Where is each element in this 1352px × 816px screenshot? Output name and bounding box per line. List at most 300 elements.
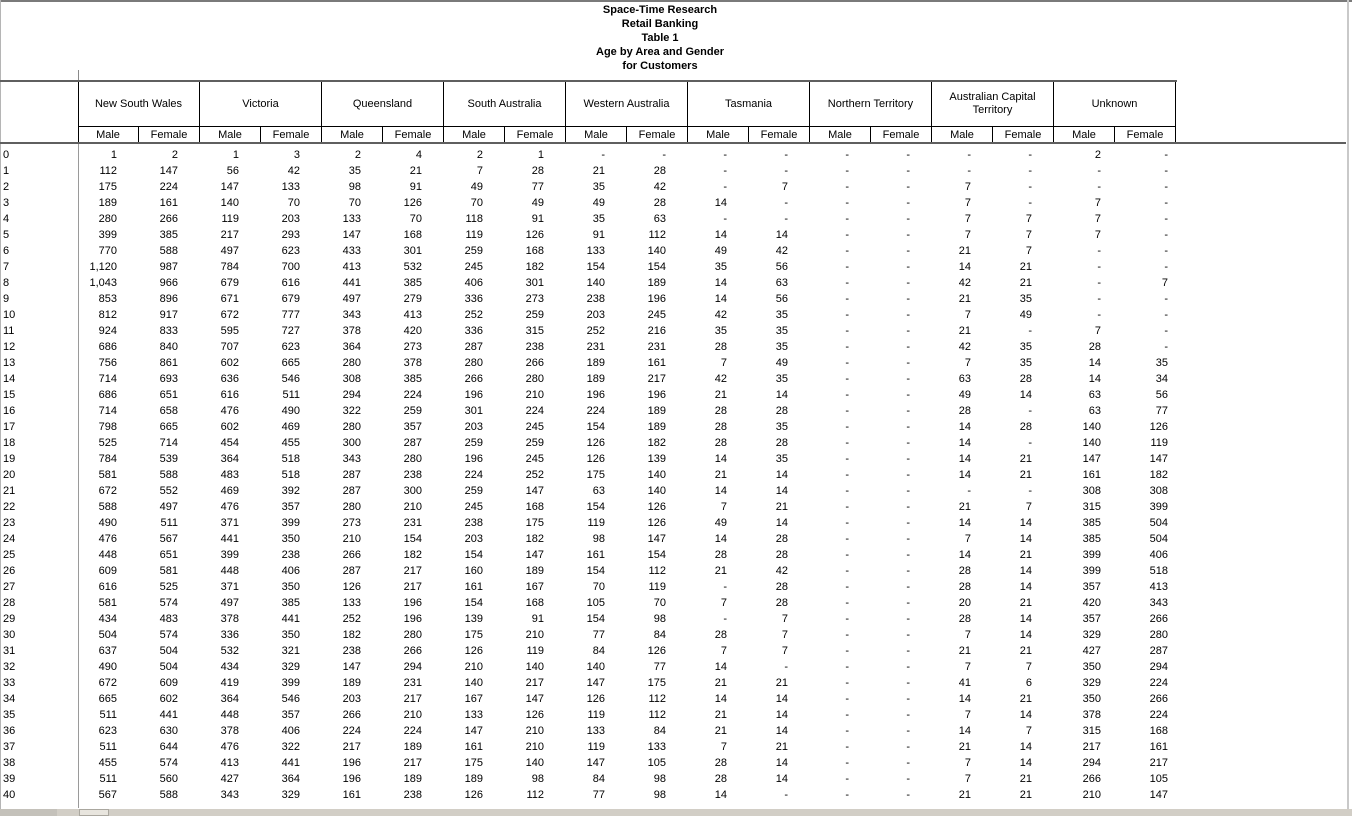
table-cell: 182 xyxy=(525,533,544,545)
table-cell: - xyxy=(906,469,910,481)
table-cell: 343 xyxy=(220,789,239,801)
table-cell: 28 xyxy=(958,405,971,417)
table-cell: 21 xyxy=(958,325,971,337)
table-cell: 266 xyxy=(525,357,544,369)
table-cell: - xyxy=(906,149,910,161)
table-cell: 315 xyxy=(1082,501,1101,513)
table-cell: - xyxy=(906,741,910,753)
table-cell: 7 xyxy=(964,661,971,673)
table-cell: 245 xyxy=(525,421,544,433)
age-label: 14 xyxy=(3,373,16,385)
table-cell: 833 xyxy=(159,325,178,337)
table-cell: 518 xyxy=(1149,565,1168,577)
table-cell: - xyxy=(723,213,727,225)
table-cell: 433 xyxy=(342,245,361,257)
table-cell: 238 xyxy=(281,549,300,561)
table-cell: 364 xyxy=(220,693,239,705)
table-cell: 497 xyxy=(159,501,178,513)
table-cell: 14 xyxy=(958,517,971,529)
table-cell: 14 xyxy=(714,277,727,289)
table-cell: - xyxy=(906,357,910,369)
table-cell: - xyxy=(1028,405,1032,417)
table-cell: 161 xyxy=(1082,469,1101,481)
table-cell: - xyxy=(906,389,910,401)
table-cell: 7 xyxy=(720,645,727,657)
table-cell: 357 xyxy=(281,501,300,513)
table-cell: - xyxy=(1028,165,1032,177)
table-cell: 21 xyxy=(1019,773,1032,785)
table-cell: 21 xyxy=(1019,261,1032,273)
table-cell: 300 xyxy=(342,437,361,449)
table-cell: 574 xyxy=(159,757,178,769)
table-cell: 42 xyxy=(287,165,300,177)
table-cell: 581 xyxy=(159,565,178,577)
table-cell: 21 xyxy=(775,501,788,513)
table-cell: 217 xyxy=(403,581,422,593)
table-cell: 140 xyxy=(586,277,605,289)
table-cell: 7 xyxy=(964,309,971,321)
table-cell: 671 xyxy=(220,293,239,305)
table-cell: 112 xyxy=(526,789,544,801)
table-cell: 34 xyxy=(1155,373,1168,385)
table-cell: 147 xyxy=(159,165,178,177)
table-cell: - xyxy=(845,693,849,705)
table-cell: 28 xyxy=(714,549,727,561)
table-cell: 672 xyxy=(98,677,117,689)
table-cell: - xyxy=(906,645,910,657)
table-cell: - xyxy=(845,261,849,273)
gender-header-female: Female xyxy=(993,127,1054,142)
table-cell: 14 xyxy=(1019,629,1032,641)
table-cell: - xyxy=(906,421,910,433)
table-cell: 161 xyxy=(647,357,666,369)
table-cell: 133 xyxy=(647,741,666,753)
table-cell: 336 xyxy=(464,325,483,337)
table-cell: 280 xyxy=(98,213,117,225)
table-cell: 105 xyxy=(647,757,666,769)
table-row-age-40 xyxy=(0,787,1352,803)
table-cell: 126 xyxy=(586,453,605,465)
table-cell: 14 xyxy=(775,773,788,785)
table-cell: 651 xyxy=(159,389,178,401)
table-cell: 595 xyxy=(220,325,239,337)
table-cell: 126 xyxy=(525,229,544,241)
table-cell: - xyxy=(906,725,910,737)
table-cell: 497 xyxy=(220,245,239,257)
table-cell: 581 xyxy=(98,597,117,609)
table-cell: 35 xyxy=(1155,357,1168,369)
table-cell: 70 xyxy=(592,581,605,593)
table-cell: - xyxy=(906,549,910,561)
table-cell: 476 xyxy=(220,741,239,753)
table-cell: 7 xyxy=(964,757,971,769)
gender-header-male: Male xyxy=(444,127,505,142)
table-cell: 28 xyxy=(958,581,971,593)
table-cell: - xyxy=(1028,149,1032,161)
table-cell: 280 xyxy=(464,357,483,369)
table-cell: 126 xyxy=(647,517,666,529)
table-cell: 224 xyxy=(586,405,605,417)
table-cell: 77 xyxy=(592,789,605,801)
age-label: 19 xyxy=(3,453,16,465)
table-cell: 63 xyxy=(958,373,971,385)
title-line: Retail Banking xyxy=(621,18,699,30)
table-cell: 77 xyxy=(653,661,666,673)
table-cell: 399 xyxy=(281,517,300,529)
table-cell: 798 xyxy=(98,421,117,433)
table-row-age-26 xyxy=(0,563,1352,579)
table-cell: - xyxy=(784,789,788,801)
table-cell: 21 xyxy=(1019,549,1032,561)
table-cell: 238 xyxy=(525,341,544,353)
table-row-age-14 xyxy=(0,371,1352,387)
table-cell: 217 xyxy=(403,693,422,705)
table-cell: - xyxy=(845,789,849,801)
table-cell: 42 xyxy=(653,181,666,193)
age-label: 21 xyxy=(3,485,16,497)
table-cell: 21 xyxy=(958,645,971,657)
table-cell: 210 xyxy=(525,741,544,753)
table-cell: 518 xyxy=(281,469,300,481)
table-cell: 6 xyxy=(1025,677,1032,689)
table-cell: 7 xyxy=(964,197,971,209)
table-cell: - xyxy=(784,213,788,225)
table-cell: - xyxy=(906,773,910,785)
gender-header-female: Female xyxy=(627,127,688,142)
gender-header-female: Female xyxy=(261,127,322,142)
table-cell: 273 xyxy=(403,341,422,353)
table-cell: 259 xyxy=(464,437,483,449)
table-cell: 441 xyxy=(342,277,361,289)
table-cell: - xyxy=(1028,181,1032,193)
table-cell: 14 xyxy=(775,693,788,705)
table-cell: 7 xyxy=(720,357,727,369)
age-label: 33 xyxy=(3,677,16,689)
table-cell: 419 xyxy=(220,677,239,689)
table-cell: 7 xyxy=(1161,277,1168,289)
table-cell: 392 xyxy=(281,485,300,497)
table-cell: 350 xyxy=(1082,693,1101,705)
table-cell: 511 xyxy=(99,741,117,753)
table-row-age-0 xyxy=(0,147,1352,163)
table-cell: 525 xyxy=(159,581,178,593)
table-cell: 399 xyxy=(281,677,300,689)
table-cell: - xyxy=(845,453,849,465)
table-cell: 119 xyxy=(221,213,239,225)
table-cell: 147 xyxy=(220,181,239,193)
table-cell: 189 xyxy=(647,421,666,433)
table-cell: - xyxy=(845,725,849,737)
table-cell: - xyxy=(845,197,849,209)
table-cell: 7 xyxy=(1025,229,1032,241)
table-cell: 189 xyxy=(525,565,544,577)
table-cell: 280 xyxy=(342,421,361,433)
table-cell: - xyxy=(845,405,849,417)
table-cell: 714 xyxy=(159,437,178,449)
table-cell: 238 xyxy=(403,469,422,481)
table-cell: 406 xyxy=(281,725,300,737)
table-cell: 63 xyxy=(775,277,788,289)
age-label: 32 xyxy=(3,661,16,673)
table-cell: 308 xyxy=(1082,485,1101,497)
table-cell: 196 xyxy=(342,757,361,769)
gender-header-male: Male xyxy=(932,127,993,142)
table-cell: 490 xyxy=(98,517,117,529)
table-cell: 924 xyxy=(98,325,117,337)
table-cell: - xyxy=(1097,293,1101,305)
table-cell: - xyxy=(1028,437,1032,449)
table-cell: 357 xyxy=(1082,581,1101,593)
table-cell: 98 xyxy=(653,789,666,801)
table-row-age-38 xyxy=(0,755,1352,771)
table-cell: 301 xyxy=(525,277,544,289)
table-cell: 917 xyxy=(159,309,178,321)
table-cell: 14 xyxy=(714,533,727,545)
table-cell: 49 xyxy=(958,389,971,401)
table-cell: 175 xyxy=(464,757,483,769)
table-cell: 154 xyxy=(647,549,666,561)
table-cell: 105 xyxy=(1149,773,1168,785)
table-cell: - xyxy=(784,197,788,209)
table-cell: 21 xyxy=(958,741,971,753)
table-cell: 28 xyxy=(775,533,788,545)
table-cell: 91 xyxy=(592,229,605,241)
table-cell: 2 xyxy=(1094,149,1101,161)
table-cell: 133 xyxy=(342,597,361,609)
table-cell: - xyxy=(845,629,849,641)
table-cell: 224 xyxy=(159,181,178,193)
table-cell: 35 xyxy=(775,341,788,353)
table-cell: - xyxy=(906,181,910,193)
table-cell: - xyxy=(845,293,849,305)
table-cell: 49 xyxy=(531,197,544,209)
table-cell: 28 xyxy=(714,629,727,641)
table-cell: 203 xyxy=(342,693,361,705)
table-cell: 7 xyxy=(964,709,971,721)
table-cell: 399 xyxy=(98,229,117,241)
table-cell: - xyxy=(845,549,849,561)
table-cell: 91 xyxy=(409,181,422,193)
table-cell: 574 xyxy=(159,597,178,609)
age-label: 0 xyxy=(3,149,10,161)
table-cell: 84 xyxy=(653,725,666,737)
table-cell: 28 xyxy=(775,581,788,593)
table-cell: 1,043 xyxy=(89,277,117,289)
table-cell: 665 xyxy=(159,421,178,433)
table-cell: 217 xyxy=(1082,741,1101,753)
table-cell: 413 xyxy=(403,309,422,321)
gender-header-female: Female xyxy=(383,127,444,142)
table-cell: 609 xyxy=(98,565,117,577)
table-cell: 98 xyxy=(348,181,361,193)
table-cell: 28 xyxy=(958,565,971,577)
table-cell: - xyxy=(845,645,849,657)
table-cell: 77 xyxy=(531,181,544,193)
table-cell: 672 xyxy=(220,309,239,321)
table-cell: 7 xyxy=(1025,725,1032,737)
table-cell: 329 xyxy=(1082,677,1101,689)
table-cell: 686 xyxy=(98,389,117,401)
table-cell: 308 xyxy=(342,373,361,385)
table-cell: - xyxy=(845,565,849,577)
table-cell: 287 xyxy=(342,469,361,481)
table-cell: 623 xyxy=(281,245,300,257)
table-cell: 7 xyxy=(964,181,971,193)
table-cell: 210 xyxy=(525,629,544,641)
table-row-age-32 xyxy=(0,659,1352,675)
table-cell: 279 xyxy=(403,293,422,305)
table-cell: 364 xyxy=(342,341,361,353)
table-cell: 287 xyxy=(1149,645,1168,657)
table-cell: 56 xyxy=(775,293,788,305)
table-cell: 84 xyxy=(653,629,666,641)
table-cell: 35 xyxy=(775,309,788,321)
gender-header-male: Male xyxy=(1054,127,1115,142)
table-cell: 196 xyxy=(342,773,361,785)
table-cell: 552 xyxy=(159,485,178,497)
table-cell: 448 xyxy=(98,549,117,561)
table-cell: 14 xyxy=(714,229,727,241)
table-cell: - xyxy=(906,405,910,417)
table-cell: 41 xyxy=(958,677,971,689)
table-cell: 399 xyxy=(220,549,239,561)
table-cell: - xyxy=(906,517,910,529)
table-cell: 504 xyxy=(159,661,178,673)
table-cell: 14 xyxy=(714,693,727,705)
table-cell: 7 xyxy=(964,629,971,641)
table-cell: - xyxy=(1164,245,1168,257)
table-cell: - xyxy=(845,613,849,625)
scrollbar-thumb[interactable] xyxy=(79,809,109,816)
table-cell: 70 xyxy=(409,213,422,225)
table-cell: 266 xyxy=(1149,693,1168,705)
table-cell: 714 xyxy=(98,373,117,385)
table-row-age-36 xyxy=(0,723,1352,739)
table-cell: 35 xyxy=(775,421,788,433)
table-cell: 21 xyxy=(1019,645,1032,657)
table-cell: 35 xyxy=(592,213,605,225)
table-cell: 49 xyxy=(1019,309,1032,321)
table-cell: 147 xyxy=(586,757,605,769)
table-cell: 189 xyxy=(464,773,483,785)
age-label: 38 xyxy=(3,757,16,769)
table-cell: - xyxy=(662,149,666,161)
table-cell: 28 xyxy=(714,437,727,449)
age-label: 9 xyxy=(3,293,10,305)
table-cell: 385 xyxy=(403,373,422,385)
table-cell: 210 xyxy=(1082,789,1101,801)
horizontal-scrollbar[interactable] xyxy=(0,809,1352,816)
table-cell: 147 xyxy=(525,549,544,561)
table-cell: - xyxy=(845,165,849,177)
table-cell: 21 xyxy=(958,245,971,257)
table-cell: 350 xyxy=(281,533,300,545)
age-label: 18 xyxy=(3,437,16,449)
table-cell: 385 xyxy=(1082,517,1101,529)
table-cell: 210 xyxy=(525,389,544,401)
table-cell: 1 xyxy=(110,149,117,161)
table-cell: 700 xyxy=(281,261,300,273)
table-cell: 497 xyxy=(220,597,239,609)
table-cell: - xyxy=(845,229,849,241)
table-cell: 511 xyxy=(99,709,117,721)
table-cell: 21 xyxy=(775,741,788,753)
table-cell: - xyxy=(845,341,849,353)
table-cell: 112 xyxy=(99,165,117,177)
table-cell: 14 xyxy=(1019,757,1032,769)
table-cell: 126 xyxy=(464,789,483,801)
table-cell: 504 xyxy=(159,645,178,657)
table-cell: 28 xyxy=(958,613,971,625)
table-cell: - xyxy=(906,789,910,801)
table-cell: 98 xyxy=(592,533,605,545)
table-cell: 14 xyxy=(714,789,727,801)
table-cell: - xyxy=(845,501,849,513)
table-cell: 56 xyxy=(1155,389,1168,401)
table-cell: - xyxy=(845,661,849,673)
table-cell: 7 xyxy=(1094,229,1101,241)
table-cell: 539 xyxy=(159,453,178,465)
table-cell: 511 xyxy=(99,773,117,785)
table-cell: 259 xyxy=(403,405,422,417)
age-label: 37 xyxy=(3,741,16,753)
table-cell: 119 xyxy=(465,229,483,241)
table-cell: 812 xyxy=(98,309,117,321)
table-cell: 42 xyxy=(714,309,727,321)
table-cell: 224 xyxy=(403,725,422,737)
table-cell: 217 xyxy=(403,565,422,577)
age-label: 5 xyxy=(3,229,10,241)
table-cell: - xyxy=(1164,309,1168,321)
table-cell: 266 xyxy=(159,213,178,225)
table-cell: 98 xyxy=(653,613,666,625)
table-cell: - xyxy=(723,613,727,625)
table-cell: 14 xyxy=(775,485,788,497)
table-cell: 7 xyxy=(1094,197,1101,209)
table-row-age-2 xyxy=(0,179,1352,195)
table-cell: 273 xyxy=(342,517,361,529)
table-row-age-15 xyxy=(0,387,1352,403)
table-row-age-5 xyxy=(0,227,1352,243)
title-line: Space-Time Research xyxy=(602,4,718,16)
table-cell: 168 xyxy=(403,229,422,241)
table-cell: 119 xyxy=(587,709,605,721)
age-label: 22 xyxy=(3,501,16,513)
table-cell: 7 xyxy=(964,357,971,369)
table-cell: 378 xyxy=(220,725,239,737)
table-cell: 49 xyxy=(714,245,727,257)
table-cell: 238 xyxy=(342,645,361,657)
table-cell: 112 xyxy=(648,709,666,721)
table-cell: 49 xyxy=(592,197,605,209)
area-group-header-queensland: Queensland xyxy=(322,82,444,127)
table-cell: 224 xyxy=(525,405,544,417)
table-cell: 147 xyxy=(1149,789,1168,801)
table-cell: 546 xyxy=(281,373,300,385)
table-cell: - xyxy=(906,373,910,385)
table-cell: 35 xyxy=(714,325,727,337)
table-cell: 196 xyxy=(403,597,422,609)
table-cell: 42 xyxy=(958,277,971,289)
table-cell: 21 xyxy=(714,725,727,737)
table-row-age-7 xyxy=(0,259,1352,275)
table-cell: 378 xyxy=(342,325,361,337)
table-cell: 14 xyxy=(775,389,788,401)
table-cell: 14 xyxy=(714,197,727,209)
age-label: 15 xyxy=(3,389,16,401)
table-cell: 672 xyxy=(98,485,117,497)
table-cell: 35 xyxy=(348,165,361,177)
